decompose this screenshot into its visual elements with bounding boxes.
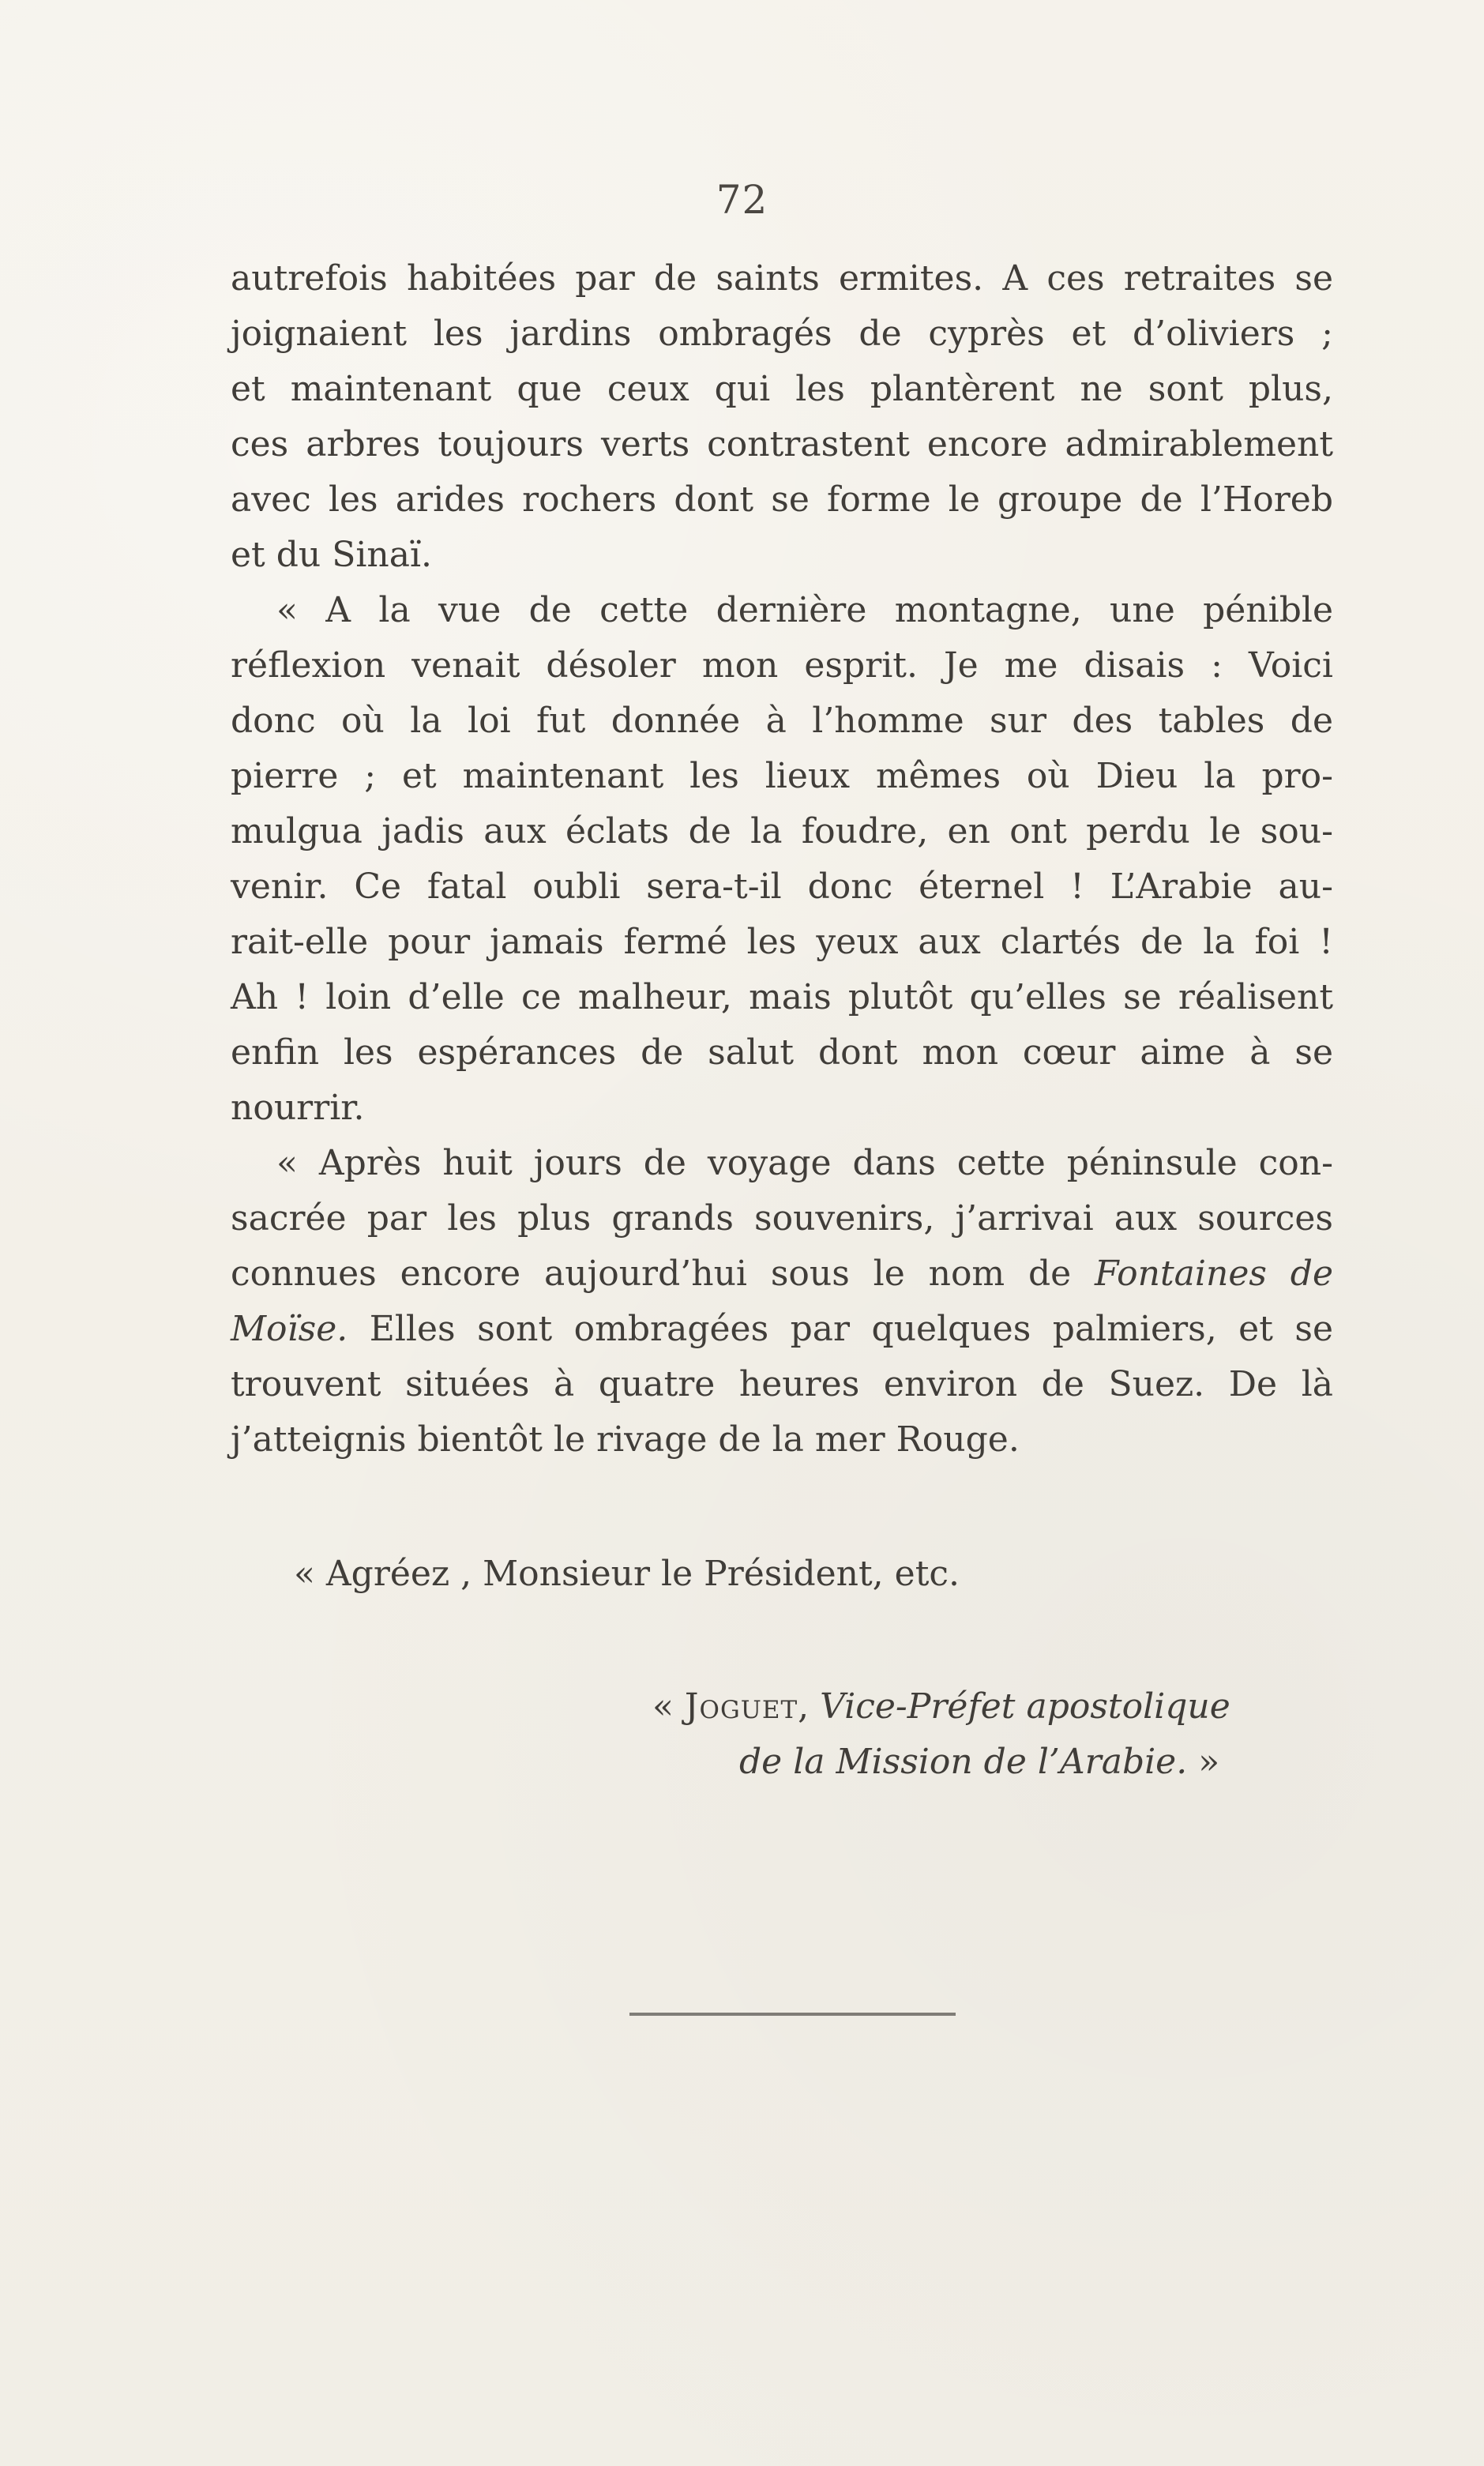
text-line: ces arbres toujours verts contrastent encore admirablement [231, 424, 1333, 464]
text-line: Ah ! loin d’elle ce malheur, mais plutôt qu’elles se réalisent [231, 977, 1333, 1017]
signer-title: Vice-Préfet apostolique [820, 1686, 1230, 1727]
text-line [231, 1302, 1333, 1357]
text-fragment: connues encore aujourd’hui sous le nom de [231, 1254, 1072, 1294]
signature-line [652, 1735, 1339, 1790]
text-line: avec les arides rochers dont se forme le groupe de l’Horeb [231, 479, 1333, 520]
text-line: j’atteignis bientôt le rivage de la mer Rouge. [231, 1419, 1020, 1460]
text-line: et du Sinaï. [231, 535, 433, 575]
body-text [231, 251, 1333, 1468]
closing-formula: « Agréez , Monsieur le Président, etc. [294, 1554, 960, 1594]
text-line: « Après huit jours de voyage dans cette péninsule con- [276, 1143, 1333, 1183]
signature-line [652, 1679, 1339, 1735]
text-fragment: Elles sont ombragées par quelques palmiers, et se [369, 1309, 1333, 1349]
text-line: donc où la loi fut donnée à l’homme sur des tables de [231, 701, 1333, 741]
text-line: trouvent situées à quatre heures environ de Suez. De là [231, 1364, 1333, 1404]
separator-rule [629, 2013, 956, 2016]
signer-name: Joguet [684, 1686, 798, 1727]
text-line: réflexion venait désoler mon esprit. Je me disais : Voici [231, 645, 1333, 686]
text-line: enfin les espérances de salut dont mon cœur aime à se [231, 1032, 1333, 1073]
signature-block [652, 1679, 1339, 1790]
text-line: autrefois habitées par de saints ermites. A ces retraites se [231, 258, 1333, 299]
text-line: mulgua jadis aux éclats de la foudre, en ont perdu le sou- [231, 811, 1333, 851]
closing-quote: » [1198, 1742, 1220, 1782]
opening-quote: « [652, 1686, 674, 1727]
text-line: nourrir. [231, 1088, 365, 1128]
text-line: rait-elle pour jamais fermé les yeux aux clartés de la foi ! [231, 922, 1333, 962]
page-number: 72 [716, 177, 768, 223]
text-line: joignaient les jardins ombragés de cyprès et d’oliviers ; [231, 314, 1333, 354]
text-line: « A la vue de cette dernière montagne, une pénible [276, 590, 1333, 630]
italic-place-name: Moïse. [231, 1309, 348, 1349]
italic-place-name: Fontaines de [1095, 1254, 1333, 1294]
mission-name: de la Mission de l’Arabie. [739, 1742, 1188, 1782]
text-line: venir. Ce fatal oubli sera-t-il donc éternel ! L’Arabie au- [231, 866, 1333, 907]
text-line [231, 1246, 1333, 1302]
text-line: sacrée par les plus grands souvenirs, j’arrivai aux sources [231, 1198, 1333, 1239]
text-line: et maintenant que ceux qui les plantèrent ne sont plus, [231, 369, 1333, 409]
signature-comma: , [798, 1686, 810, 1727]
text-line: pierre ; et maintenant les lieux mêmes où Dieu la pro- [231, 756, 1333, 796]
